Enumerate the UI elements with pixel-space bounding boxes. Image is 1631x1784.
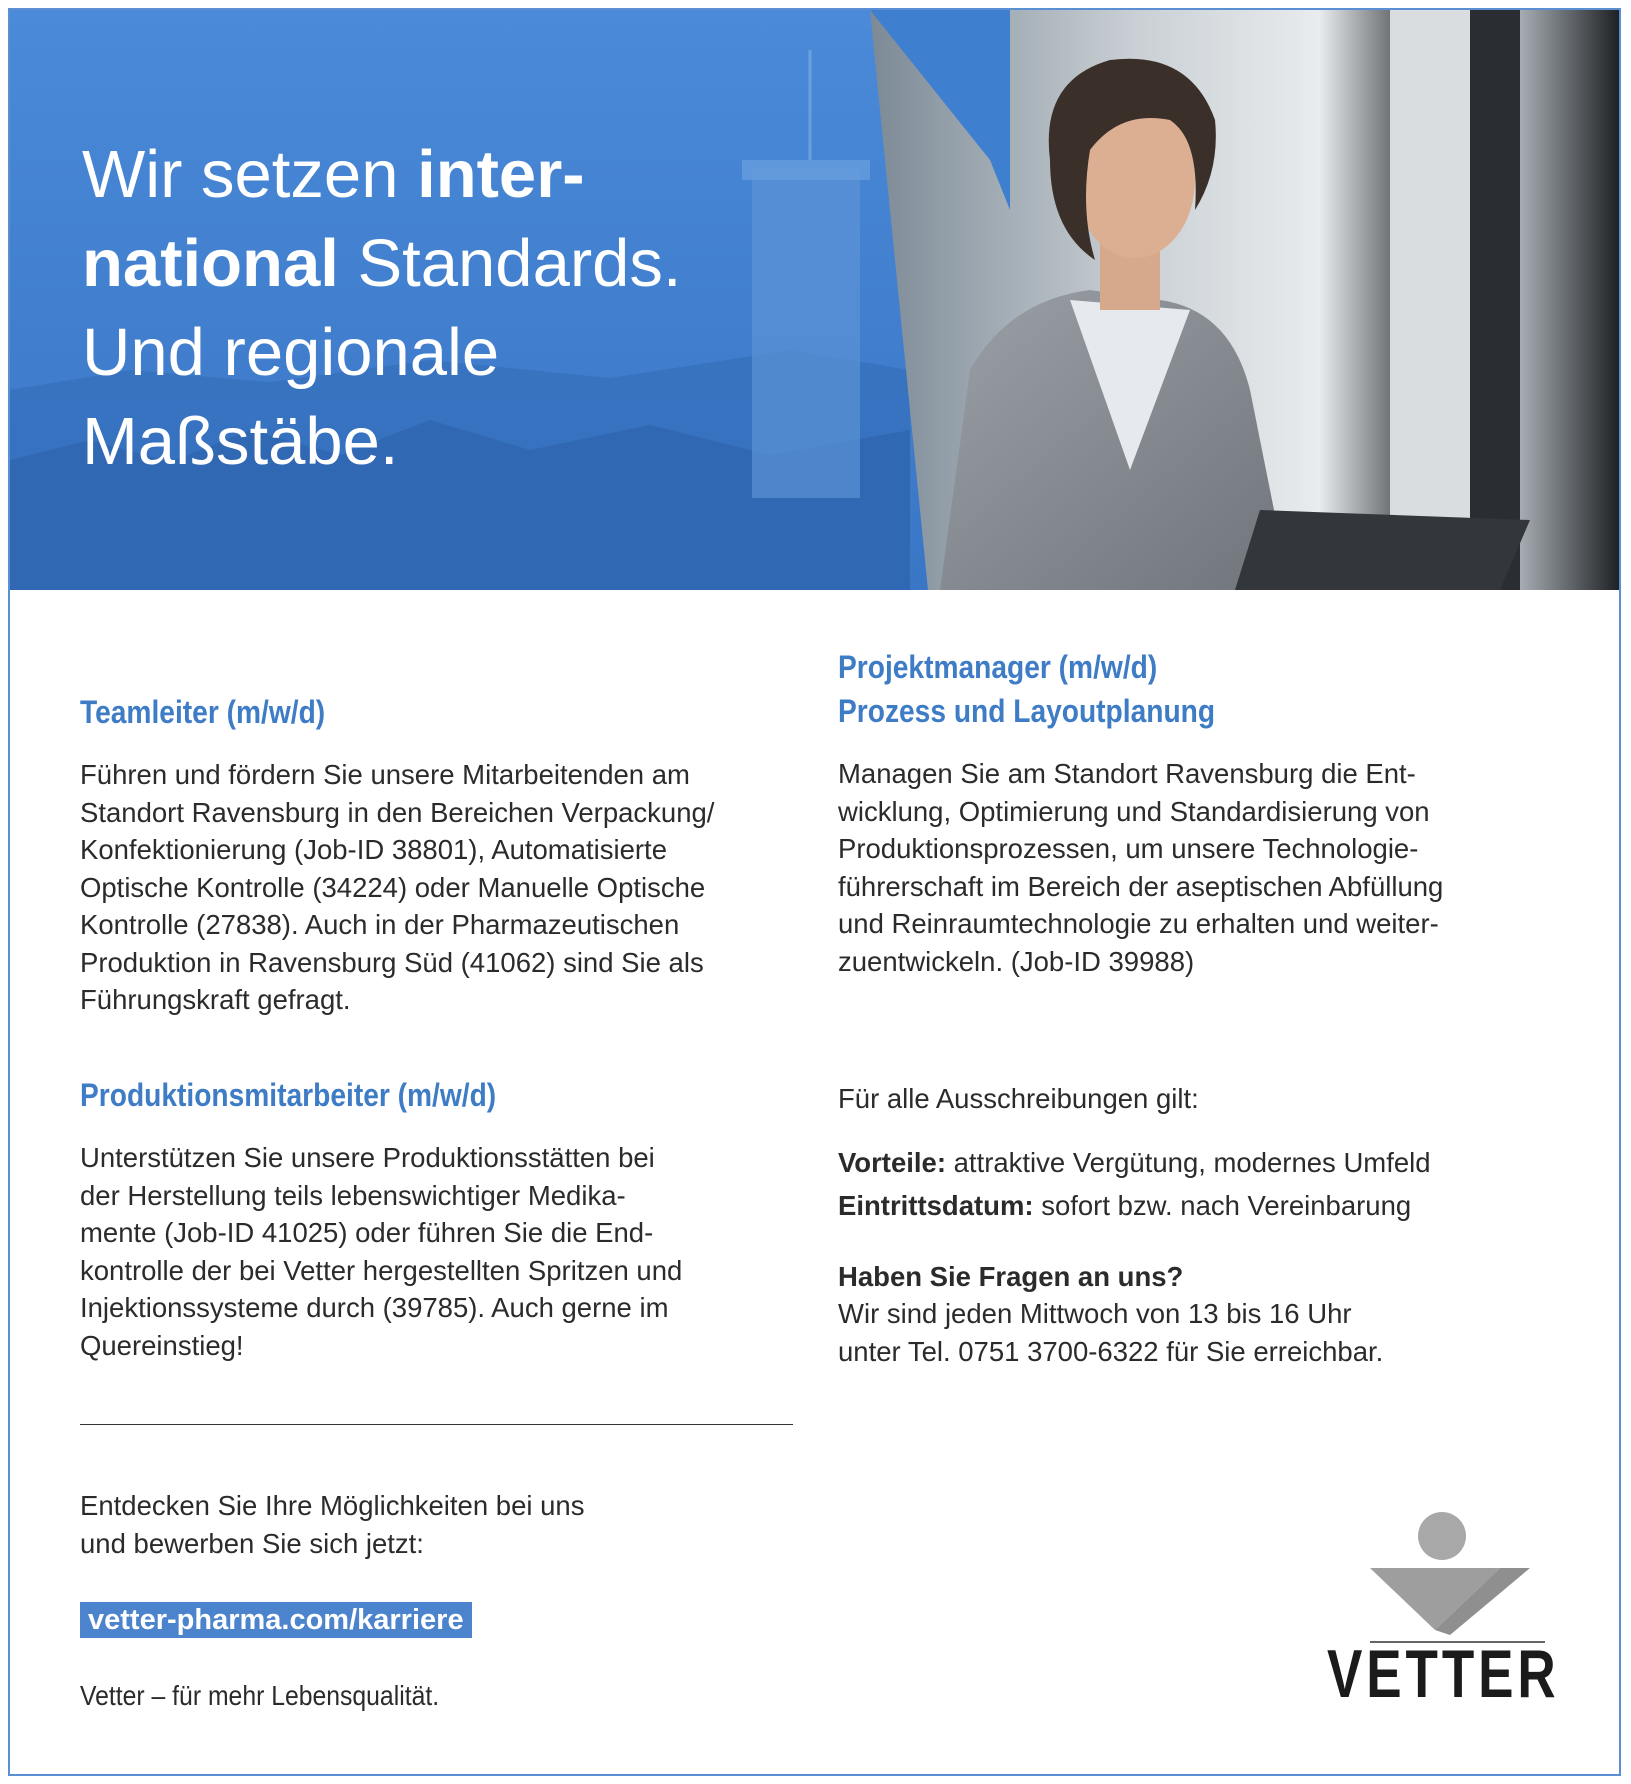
headline-line: Maßstäbe.	[82, 404, 399, 479]
headline-part: Wir setzen	[82, 137, 418, 212]
headline-line: Und regionale	[82, 315, 500, 390]
general-intro: Für alle Ausschreibungen gilt:	[838, 1083, 1199, 1114]
slogan: Vetter – für mehr Lebensqualität.	[80, 1680, 440, 1711]
vetter-wordmark: VETTER	[1327, 1636, 1560, 1712]
questions-text: Wir sind jeden Mittwoch von 13 bis 16 Uhr unter Tel. 0751 3700-6322 für Sie erreichbar.	[838, 1298, 1384, 1367]
headline-part: Standards.	[338, 226, 682, 301]
job-description: Unterstützen Sie unsere Produktionsstätten bei der Herstellung teils lebenswichtiger Medika- mente (Job-ID 41025) oder führen Sie die End- kontrolle der bei Vetter hergestellten Spritzen und Injektionssysteme durch (39785). Auch gerne im Quereinstieg!	[80, 1142, 683, 1361]
questions-title	[838, 1258, 1578, 1296]
job-description: Managen Sie am Standort Ravensburg die Ent- wicklung, Optimierung und Standardisierung von Produktionsprozessen, um unsere Technologie- führerschaft im Bereich der aseptischen Abfüllung und Reinraumtechnologie zu erhalten und weiter- zuentwickeln. (Job-ID 39988)	[838, 758, 1444, 977]
job-title: Produktionsmitarbeiter (m/w/d)	[80, 1077, 497, 1113]
cta-text: Entdecken Sie Ihre Möglichkeiten bei uns und bewerben Sie sich jetzt:	[80, 1490, 585, 1559]
divider	[80, 1424, 793, 1425]
benefits-label: Vorteile:	[838, 1146, 946, 1178]
job-teamleiter	[80, 690, 820, 1019]
job-description: Führen und fördern Sie unsere Mitarbeitenden am Standort Ravensburg in den Bereichen Verpackung/ Konfektionierung (Job-ID 38801), Automatisierte Optische Kontrolle (34224) oder Manuelle Optische Kontrolle (27838). Auch in der Pharmazeutischen Produktion in Ravensburg Süd (41062) sind Sie als Führungskraft gefragt.	[80, 759, 715, 1015]
headline-bold-part: inter-	[417, 137, 585, 212]
headline-bold-part: national	[82, 226, 339, 301]
hero-headline	[82, 130, 782, 486]
job-title: Teamleiter (m/w/d)	[80, 694, 326, 730]
hero-banner	[10, 10, 1619, 590]
job-produktionsmitarbeiter	[80, 1073, 820, 1364]
start-date-value: sofort bzw. nach Vereinbarung	[1033, 1190, 1412, 1221]
benefits-value: attraktive Vergütung, modernes Umfeld	[946, 1146, 1431, 1178]
job-title: Projektmanager (m/w/d)	[838, 649, 1158, 685]
general-info	[838, 1080, 1578, 1370]
job-projektmanager	[838, 645, 1578, 980]
questions-title-text: Haben Sie Fragen an uns?	[838, 1260, 1184, 1292]
benefits-line	[838, 1144, 1578, 1182]
start-date-label: Eintrittsdatum:	[838, 1190, 1034, 1221]
start-date-line	[838, 1187, 1578, 1225]
job-subtitle: Prozess und Layoutplanung	[838, 693, 1216, 729]
career-link[interactable]: vetter-pharma.com/karriere	[80, 1602, 472, 1638]
